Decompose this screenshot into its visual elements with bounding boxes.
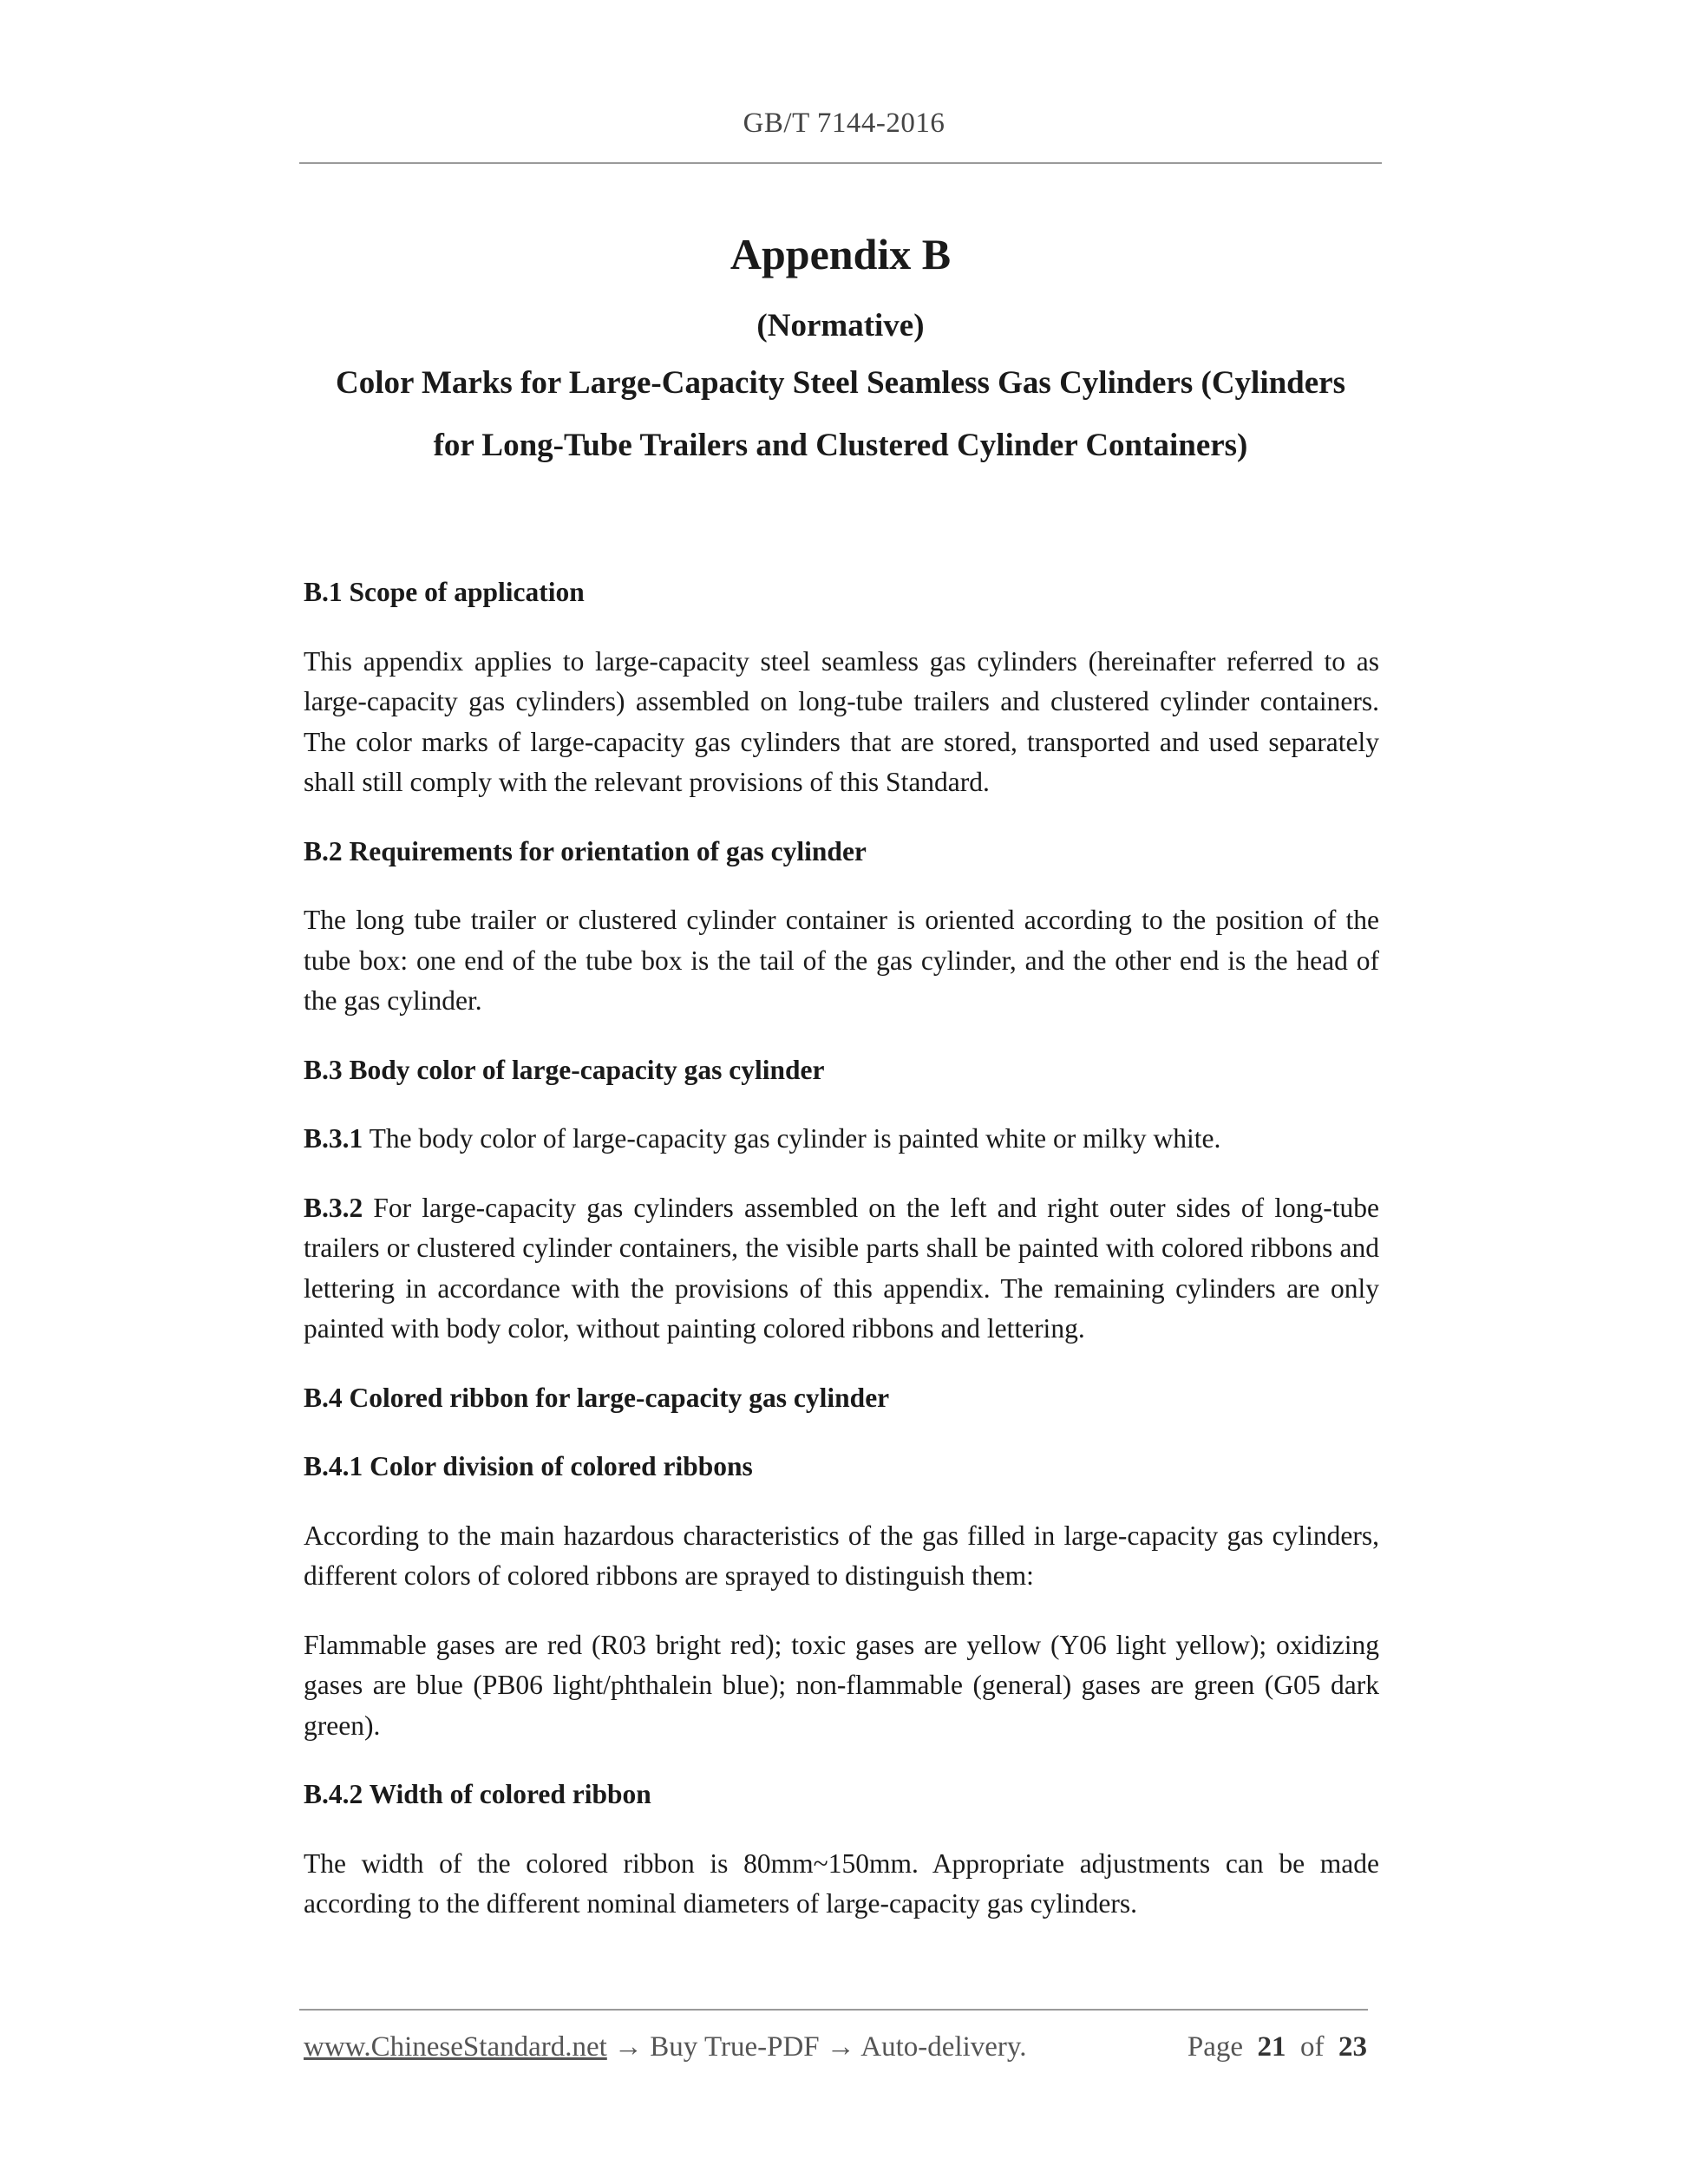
paragraph-b4-1-a: According to the main hazardous characteristics of the gas filled in large-capacity gas cylinders, different colors of colored ribbons are sprayed to distinguish them: [304,1520,1379,1591]
subtitle-line-1: Color Marks for Large-Capacity Steel Seamless Gas Cylinders (Cylinders [335,365,1346,401]
section-heading-b4: B.4 Colored ribbon for large-capacity gas cylinder [304,1382,890,1413]
clause-text-b3-2: For large-capacity gas cylinders assembled on the left and right outer sides of long-tube trailers or clustered cylinder containers, the visible parts shall be painted with colored ribbons and lettering in accordance with the provisions of this appendix. The remaining cylinders are only painted with body color, without painting colored ribbons and lettering. [304,1192,1379,1344]
section-heading-b2: B.2 Requirements for orientation of gas cylinder [304,835,867,866]
footer-divider [299,2009,1368,2011]
paragraph-b3-1 [304,1119,1379,1160]
standard-code-header: GB/T 7144-2016 [743,108,945,139]
page-of-label: of [1300,2031,1325,2063]
appendix-subtitle [299,352,1382,477]
page-label: Page [1187,2031,1243,2063]
clause-number-b3-1: B.3.1 [304,1123,363,1154]
document-body [304,572,1379,1953]
paragraph-b4-1-b: Flammable gases are red (R03 bright red); toxic gases are yellow (Y06 light yellow); oxidizing gases are blue (PB06 light/phthalein blue); non-flammable (general) gases are green (G05 dark green). [304,1629,1379,1741]
section-heading-b4-1: B.4.1 Color division of colored ribbons [304,1451,753,1481]
subtitle-line-2: for Long-Tube Trailers and Clustered Cylinder Containers) [433,428,1248,463]
title-block [299,224,1382,477]
promo-text: → Buy True-PDF → Auto-delivery. [606,2031,1027,2063]
section-heading-b1: B.1 Scope of application [304,577,585,607]
paragraph-b1: This appendix applies to large-capacity steel seamless gas cylinders (hereinafter referred to as large-capacity gas cylinders) assembled on long-tube trailers and clustered cylinder containers. The color marks of large-capacity gas cylinders that are stored, transported and used separately shall still comply with the relevant provisions of this Standard. [304,645,1379,797]
clause-text-b3-1: The body color of large-capacity gas cylinder is painted white or milky white. [363,1123,1221,1154]
clause-number-b3-2: B.3.2 [304,1192,363,1223]
footer-promo [304,2028,1027,2066]
paragraph-b4-2: The width of the colored ribbon is 80mm~150mm. Appropriate adjustments can be made according to the different nominal diameters of large-capacity gas cylinders. [304,1847,1379,1919]
section-heading-b4-2: B.4.2 Width of colored ribbon [304,1779,651,1809]
section-heading-b3: B.3 Body color of large-capacity gas cylinder [304,1054,825,1085]
normative-label: (Normative) [756,308,925,343]
paragraph-b3-2 [304,1188,1379,1350]
page-total: 23 [1338,2031,1367,2063]
paragraph-b2: The long tube trailer or clustered cylinder container is oriented according to the position of the tube box: one end of the tube box is the tail of the gas cylinder, and the other end is the head of the gas cylinder. [304,905,1379,1016]
page-current: 21 [1257,2031,1286,2063]
header-divider [299,162,1382,164]
website-link[interactable]: www.ChineseStandard.net [304,2031,607,2063]
appendix-title: Appendix B [730,230,952,278]
page-number [1187,2028,1367,2066]
